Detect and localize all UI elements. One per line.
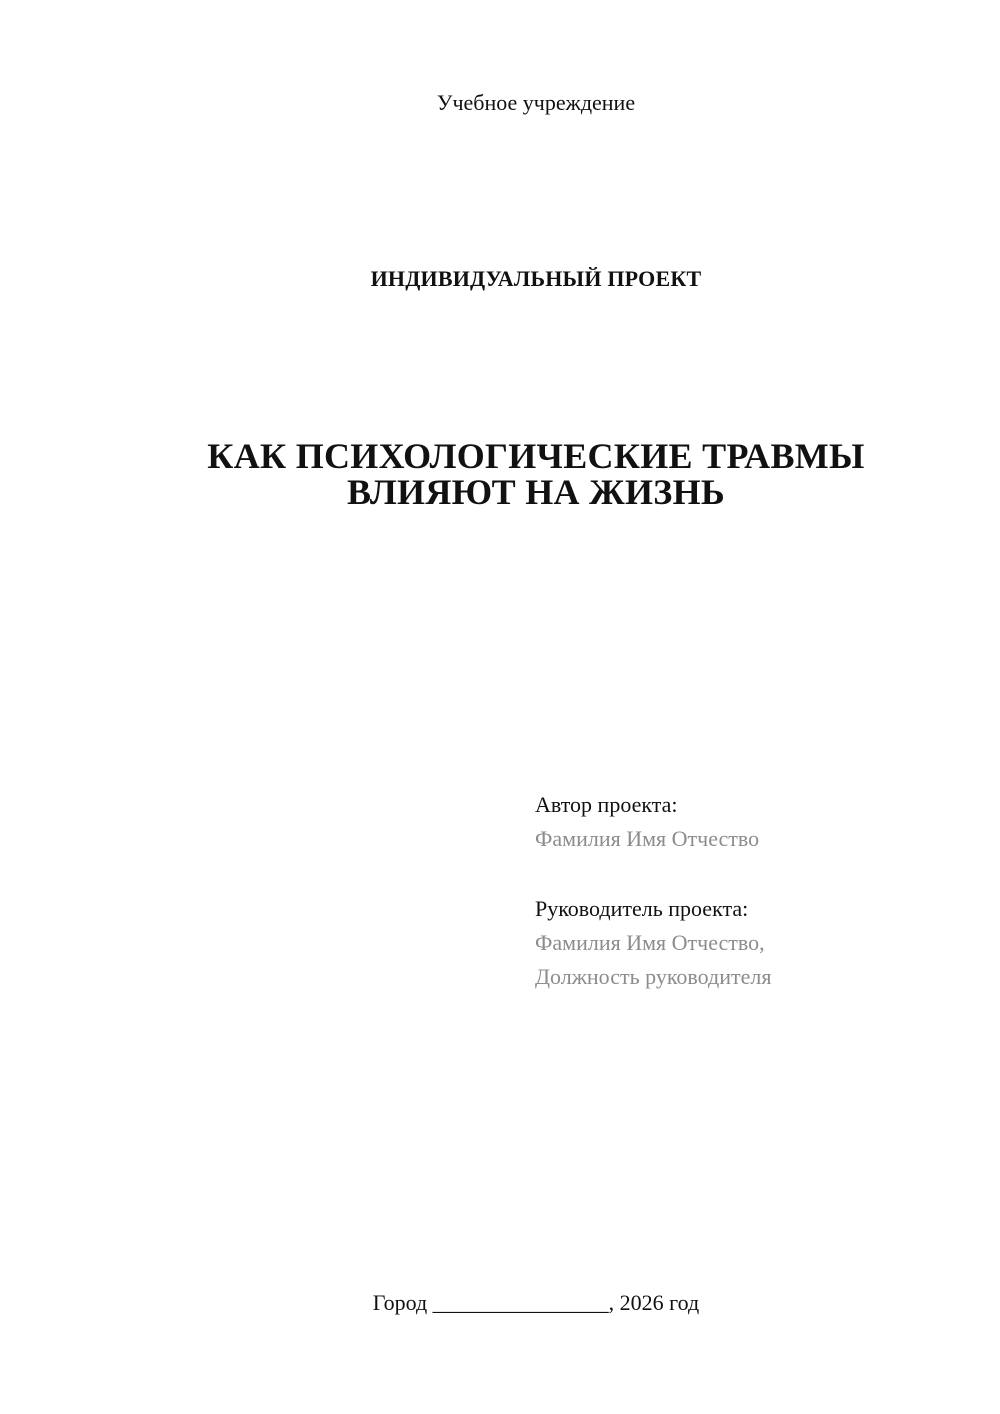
info-spacer	[535, 856, 975, 892]
author-name: Фамилия Имя Отчество	[535, 826, 760, 851]
project-title-line-1: КАК ПСИХОЛОГИЧЕСКИЕ ТРАВМЫ	[207, 436, 865, 476]
supervisor-position: Должность руководителя	[535, 964, 772, 989]
document-type: ИНДИВИДУАЛЬНЫЙ ПРОЕКТ	[370, 266, 702, 291]
supervisor-label: Руководитель проекта:	[535, 896, 749, 921]
project-title-line-2: ВЛИЯЮТ НА ЖИЗНЬ	[346, 472, 726, 512]
project-title	[36, 438, 1000, 510]
supervisor-name: Фамилия Имя Отчество,	[535, 930, 765, 955]
author-label: Автор проекта:	[535, 792, 678, 817]
city-year-line: Город ________________, 2026 год	[372, 1290, 700, 1315]
institution-name: Учебное учреждение	[436, 90, 636, 115]
project-info-block	[535, 788, 975, 994]
